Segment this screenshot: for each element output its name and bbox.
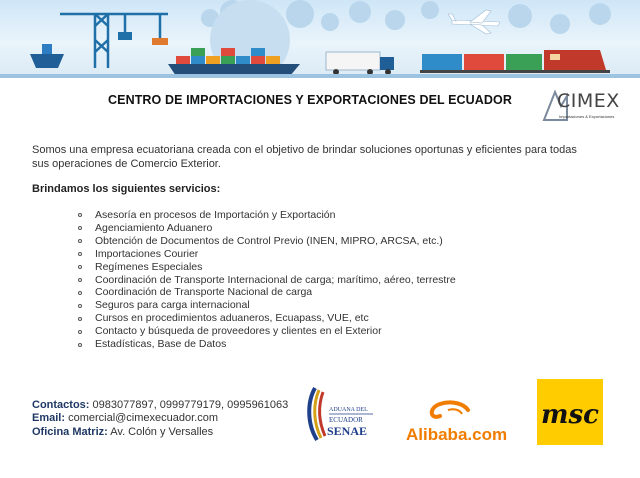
senae-line1: ADUANA DEL [329, 407, 368, 413]
office-address: Av. Colón y Versalles [110, 425, 214, 438]
alibaba-emblem-icon [404, 394, 508, 444]
bullet-icon [78, 213, 82, 217]
bullet-icon [78, 265, 82, 269]
list-item: Coordinación de Transporte Nacional de carga [78, 286, 456, 299]
services-heading: Brindamos los siguientes servicios: [32, 183, 221, 195]
bullet-icon [78, 317, 82, 321]
alibaba-logo [404, 394, 508, 444]
msc-wordmark: msc [541, 400, 599, 430]
senae-emblem-icon [305, 384, 375, 444]
bullet-icon [78, 291, 82, 295]
list-item: Obtención de Documentos de Control Previo (INEN, MIPRO, ARCSA, etc.) [78, 235, 456, 248]
truck-icon [326, 52, 394, 75]
list-item: Contacto y búsqueda de proveedores y clientes en el Exterior [78, 325, 456, 338]
senae-logo [305, 384, 375, 444]
msc-logo [537, 379, 603, 445]
ground-strip [0, 74, 640, 78]
contact-email: Email: comercial@cimexecuador.com [32, 412, 219, 425]
logistics-illustration [0, 0, 640, 78]
bullet-icon [78, 226, 82, 230]
contact-phones: Contactos: 0983077897, 0999779179, 0995961063 [32, 399, 289, 411]
page-title: CENTRO DE IMPORTACIONES Y EXPORTACIONES DEL ECUADOR [108, 93, 512, 107]
list-item: Agenciamiento Aduanero [78, 222, 456, 235]
list-item: Seguros para carga internacional [78, 299, 456, 312]
crane-icon [60, 14, 168, 68]
cimex-logo-text: CIMEX [557, 90, 620, 112]
bullet-icon [78, 239, 82, 243]
list-item: Importaciones Courier [78, 248, 456, 261]
list-item: Cursos en procedimientos aduaneros, Ecuapass, VUE, etc [78, 312, 456, 325]
list-item: Coordinación de Transporte Internacional de carga; marítimo, aéreo, terrestre [78, 274, 456, 287]
list-item: Asesoría en procesos de Importación y Exportación [78, 209, 456, 222]
phone-numbers[interactable]: 0983077897, 0999779179, 0995961063 [92, 399, 289, 411]
services-list [78, 209, 456, 351]
bullet-icon [78, 304, 82, 308]
crane-container [118, 32, 132, 40]
intro-paragraph: Somos una empresa ecuatoriana creada con el objetivo de brindar soluciones oportunas y eficientes para todas sus operaciones de Comercio Exterior. [32, 144, 577, 170]
alibaba-wordmark: Alibaba.com [406, 425, 508, 444]
bullet-icon [78, 278, 82, 282]
list-item: Regímenes Especiales [78, 261, 456, 274]
msc-emblem-icon [537, 379, 603, 445]
ship-left-icon [30, 44, 64, 68]
contact-office: Oficina Matriz: Av. Colón y Versalles [32, 425, 214, 438]
airplane-icon [448, 10, 500, 34]
crane-container-orange [152, 38, 168, 45]
header-banner [0, 0, 640, 78]
senae-line3: SENAE [327, 424, 368, 438]
email-link[interactable]: comercial@cimexecuador.com [68, 412, 219, 425]
train-icon [420, 50, 610, 73]
cimex-logo [541, 86, 623, 126]
contact-block [32, 399, 288, 439]
list-item: Estadísticas, Base de Datos [78, 338, 456, 351]
bullet-icon [78, 252, 82, 256]
cimex-logo-tagline: Importaciones & Exportaciones [559, 114, 615, 119]
bullet-icon [78, 330, 82, 334]
bullet-icon [78, 343, 82, 347]
senae-line2: ECUADOR [329, 416, 363, 424]
